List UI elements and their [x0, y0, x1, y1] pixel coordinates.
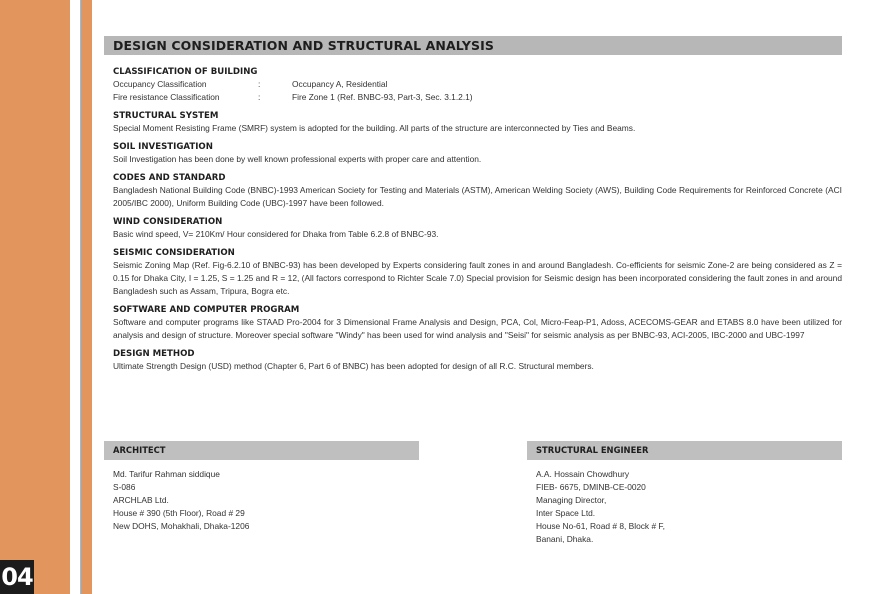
soil-investigation-section: [113, 141, 842, 166]
architect-line: S-086: [113, 482, 136, 492]
section-heading: CODES AND STANDARD: [113, 173, 226, 183]
section-body: Special Moment Resisting Frame (SMRF) system is adopted for the building. All parts of the structure are interconnected by Ties and Beams.: [113, 123, 636, 133]
codes-standard-section: [113, 172, 842, 210]
section-heading: SOFTWARE AND COMPUTER PROGRAM: [113, 305, 300, 315]
design-method-section: [113, 348, 842, 373]
engineer-line: Inter Space Ltd.: [536, 508, 596, 518]
engineer-line: House No-61, Road # 8, Block # F,: [536, 521, 665, 531]
classification-colon: :: [258, 92, 261, 102]
classification-key: Fire resistance Classification: [113, 92, 220, 102]
classification-colon: :: [258, 79, 261, 89]
section-body: Software and computer programs like STAAD Pro-2004 for 3 Dimensional Frame Analysis and Design, PCA, Col, Micro-Feap-P1, Adoss, ACECOMS-GEAR and ETABS 8.0 have been utilized for analysis and design of structure. Moreover special software "Windy" has been used for wind analysis and "Seisi" for seismic analysis as per BNBC-93, ACI-2005, IBC-2000 and UBC-1997: [113, 317, 842, 340]
engineer-line: A.A. Hossain Chowdhury: [536, 469, 630, 479]
section-body: Seismic Zoning Map (Ref. Fig-6.2.10 of BNBC-93) has been developed by Experts considering fault zones in and around Bangladesh. Co-efficients for seismic Zone-2 are being considered as Z = 0.15 for Dhaka City, I = 1.25, S = 1.25 and R = 12, (All factors correspond to Richter Scale 7.0) Special provision for Seismic design has been incorporated considering the fault zones in and around Bangladesh such as Assam, Tripura, Bogra etc.: [113, 260, 842, 296]
architect-details: [113, 468, 249, 533]
page-title: DESIGN CONSIDERATION AND STRUCTURAL ANALYSIS: [104, 36, 842, 55]
page-number: 04: [0, 560, 34, 594]
engineer-line: FIEB- 6675, DMINB-CE-0020: [536, 482, 646, 492]
wind-consideration-section: [113, 216, 842, 241]
section-heading: DESIGN METHOD: [113, 349, 195, 359]
section-heading: SEISMIC CONSIDERATION: [113, 248, 235, 258]
classification-value: Occupancy A, Residential: [292, 79, 388, 89]
section-body: Soil Investigation has been done by well known professional experts with proper care and attention.: [113, 154, 482, 164]
architect-line: New DOHS, Mohakhali, Dhaka-1206: [113, 521, 250, 531]
architect-line: House # 390 (5th Floor), Road # 29: [113, 508, 245, 518]
section-body: Basic wind speed, V= 210Km/ Hour considered for Dhaka from Table 6.2.8 of BNBC-93.: [113, 229, 439, 239]
engineer-details: [536, 468, 665, 546]
left-orange-margin: [0, 0, 70, 594]
engineer-line: Managing Director,: [536, 495, 607, 505]
classification-row: [113, 91, 842, 104]
architect-heading: ARCHITECT: [104, 441, 419, 460]
section-heading: STRUCTURAL SYSTEM: [113, 111, 219, 121]
seismic-consideration-section: [113, 247, 842, 298]
margin-divider: [80, 0, 92, 594]
section-body: Bangladesh National Building Code (BNBC)-1993 American Society for Testing and Materials (ASTM), American Welding Society (AWS), Building Code Requirements for Reinforced Concrete (ACI 2005/IBC 2000), Uniform Building Code (UBC)-1997 have been followed.: [113, 185, 842, 208]
classification-section: [113, 66, 842, 110]
architect-line: ARCHLAB Ltd.: [113, 495, 169, 505]
classification-key: Occupancy Classification: [113, 79, 207, 89]
classification-heading: CLASSIFICATION OF BUILDING: [113, 67, 258, 77]
section-heading: WIND CONSIDERATION: [113, 217, 223, 227]
engineer-heading: STRUCTURAL ENGINEER: [527, 441, 842, 460]
software-program-section: [113, 304, 842, 342]
structural-system-section: [113, 110, 842, 135]
classification-row: [113, 78, 842, 91]
section-heading: SOIL INVESTIGATION: [113, 142, 213, 152]
main-content: [113, 66, 842, 379]
architect-line: Md. Tarifur Rahman siddique: [113, 469, 220, 479]
section-body: Ultimate Strength Design (USD) method (Chapter 6, Part 6 of BNBC) has been adopted for design of all R.C. Structural members.: [113, 361, 594, 371]
engineer-line: Banani, Dhaka.: [536, 534, 594, 544]
classification-value: Fire Zone 1 (Ref. BNBC-93, Part-3, Sec. 3.1.2.1): [292, 92, 473, 102]
